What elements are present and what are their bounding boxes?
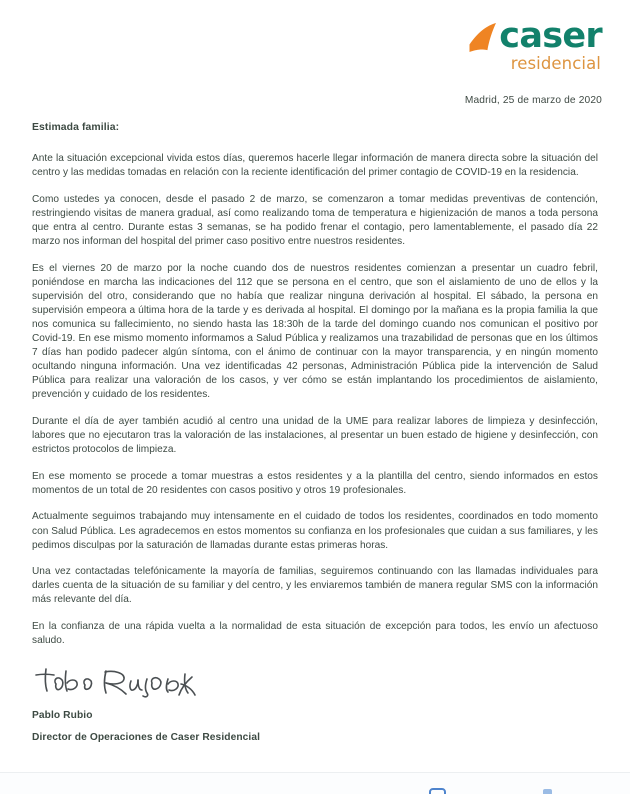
footer-strip [0,773,630,794]
signature-block [32,666,432,743]
paragraph: Durante el día de ayer también acudió al centro una unidad de la UME para realizar labores de limpieza y desinfección, labores que no ejecutaron tras la valoración de las instalaciones, al presentar un buen estado de higiene y desinfección, con estrictos protocolos de limpieza. [32,416,598,456]
paragraph: Una vez contactadas telefónicamente la mayoría de familias, seguiremos continuando con las llamadas individuales para darles cuenta de la situación de su familiar y del centro, y les enviaremos también de manera regular SMS con la información más relevante del día. [32,566,598,606]
paragraph: En ese momento se procede a tomar muestras a estos residentes y a la plantilla del centro, siendo informados en estos momentos de un total de 20 residentes con casos positivo y otros 19 profesionales. [32,470,598,496]
logo-subtitle: residencial [510,54,601,73]
paragraph: Como ustedes ya conocen, desde el pasado 2 de marzo, se comenzaron a tomar medidas preventivas de contención, restringiendo visitas de manera gradual, así como realizando toma de temperatura e higienización de manos a toda persona que entra al centro. Durante estas 3 semanas, se ha podido frenar el contagio, pero lamentablemente, el pasado día 22 marzo nos informan del hospital del primer caso positivo entre nuestros residentes. [32,193,598,247]
paragraph: En la confianza de una rápida vuelta a la normalidad de esta situación de excepción para todos, les envío un afectuoso saludo. [32,621,598,647]
signatory-role: Director de Operaciones de Caser Residencial [32,732,261,743]
date-line: Madrid, 25 de marzo de 2020 [464,95,602,106]
paragraph: Ante la situación excepcional vivida estos días, queremos hacerle llegar información de manera directa sobre la situación del centro y las medidas tomadas en relación con la reciente identificación del primer contagio de COVID-19 en la residencia. [32,153,598,179]
handwritten-signature [32,666,242,700]
paragraph: Es el viernes 20 de marzo por la noche cuando dos de nuestros residentes comienzan a presentar un cuadro febril, poniéndose en marcha las indicaciones del 112 que se persona en el centro, que son el aislamiento de uno de ellos y la supervisión del otro, considerando que no había que realizar ninguna derivación al hospital. El sábado, la persona en supervisión empeora a última hora de la tarde y es derivada al hospital. El domingo por la mañana es la propia familia la que nos comunica su fallecimiento, no siendo hasta las 18:30h de la tarde del domingo cuando nos comunican el positivo por Covid-19. En ese mismo momento informamos a Salud Pública y realizamos una trazabilidad de personas que en los últimos 7 días han podido padecer algún síntoma, con el ánimo de continuar con la mayor transparencia, y en ningún momento ocultando ninguna información. Una vez identificadas 42 personas, Administración Pública pide la intervención de Salud Pública para realizar una valoración de los casos, y ver cómo se están implantando los procedimientos de aislamiento, prevención y cuidado de los residentes. [32,262,598,401]
paragraph: Actualmente seguimos trabajando muy intensamente en el cuidado de todos los residentes, coordinados en todo momento con Salud Pública. Les agradecemos en estos momentos su confianza en los profesionales que cuidan a sus familiares, y les pedimos disculpas por la saturación de llamadas durante estas primeras horas. [32,511,598,551]
caser-residencial-logo [402,18,602,73]
salutation: Estimada familia: [32,122,120,133]
logo-row [402,18,602,54]
small-blue-shape-icon [543,789,552,794]
rounded-square-outline-icon [429,788,446,794]
caser-sail-logo-icon [467,22,497,53]
letter-body [32,122,598,648]
signatory-name: Pablo Rubio [32,710,93,721]
logo-wordmark: caser [499,16,602,56]
